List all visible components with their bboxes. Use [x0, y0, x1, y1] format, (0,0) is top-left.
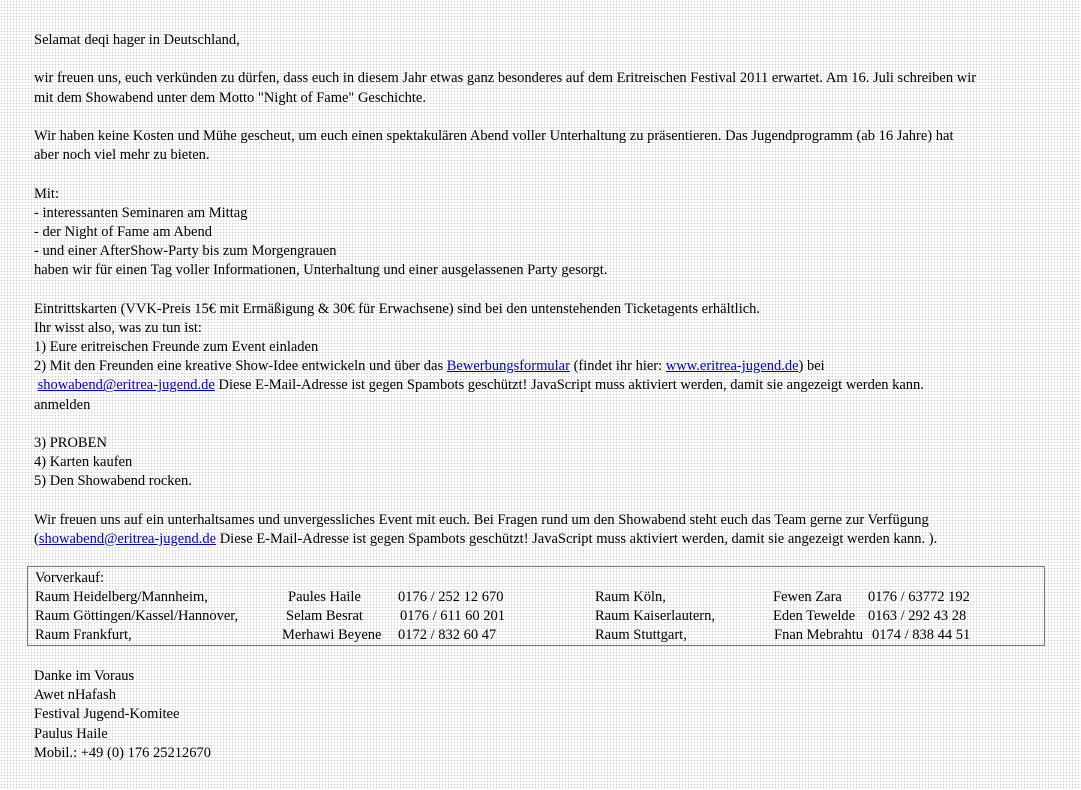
step-2-text-mid: (findet ihr hier: [569, 358, 666, 375]
intro-paragraph-line-2: mit dem Showabend unter dem Motto "Night of Fame" Geschichte. [34, 89, 426, 106]
presale-phone: 0176 / 63772 192 [868, 589, 970, 605]
spambot-notice: Diese E-Mail-Adresse ist gegen Spambots geschützt! JavaScript muss aktiviert werden, damit sie angezeigt werden kann. [214, 377, 924, 394]
program-list-heading: Mit: [34, 185, 59, 202]
signature-name: Awet nHafash [34, 687, 117, 704]
list-item: - interessanten Seminaren am Mittag [34, 204, 248, 221]
closing-paragraph-line-2 [34, 530, 1064, 549]
program-paragraph-line-2: aber noch viel mehr zu bieten. [34, 147, 210, 164]
presale-contact: Paules Haile [288, 589, 361, 605]
presale-area: Raum Stuttgart, [595, 627, 687, 643]
presale-contact: Selam Besrat [286, 608, 363, 624]
intro-paragraph-line-1: wir freuen uns, euch verkünden zu dürfen, dass euch in diesem Jahr etwas ganz besonderes auf dem Eritreischen Festival 2011 erwartet. Am 16. Juli schreiben wir [34, 70, 977, 87]
signature-organization: Festival Jugend-Komitee [34, 706, 180, 723]
presale-title: Vorverkauf: [35, 570, 104, 586]
greeting: Selamat deqi hager in Deutschland, [34, 32, 240, 48]
presale-contact: Merhawi Beyene [282, 627, 382, 643]
closing-open-paren: ( [34, 530, 39, 547]
presale-phone: 0172 / 832 60 47 [398, 627, 497, 643]
step-2-text: 2) Mit den Freunden eine kreative Show-Idee entwickeln und über das [34, 358, 447, 375]
signature-thanks: Danke im Voraus [34, 668, 135, 684]
table-row [28, 607, 1044, 626]
presale-area: Raum Frankfurt, [35, 627, 132, 643]
presale-area: Raum Heidelberg/Mannheim, [35, 589, 208, 605]
presale-contact: Fewen Zara [773, 589, 842, 605]
closing-email-link[interactable]: showabend@eritrea-jugend.de [38, 530, 217, 547]
signature-mobile: Mobil.: +49 (0) 176 25212670 [34, 744, 211, 761]
step-2-text-end: ) bei [798, 358, 825, 375]
showabend-email-link[interactable]: showabend@eritrea-jugend.de [37, 377, 215, 394]
list-item: - der Night of Fame am Abend [34, 223, 212, 240]
ticket-info: Eintrittskarten (VVK-Preis 15€ mit Ermäßigung & 30€ für Erwachsene) sind bei den untenstehenden Ticketagents erhältlich. [34, 300, 761, 317]
presale-area: Raum Göttingen/Kassel/Hannover, [35, 608, 239, 624]
table-row [28, 588, 1044, 607]
program-list-closing: haben wir für einen Tag voller Informationen, Unterhaltung und einer ausgelassenen Party gesorgt. [34, 262, 608, 279]
step-5: 5) Den Showabend rocken. [34, 473, 192, 490]
presale-phone: 0174 / 838 44 51 [872, 627, 971, 643]
application-form-link[interactable]: Bewerbungsformular [446, 358, 570, 375]
step-3: 3) PROBEN [34, 434, 107, 451]
letter-body [34, 31, 1064, 549]
list-item: - und einer AfterShow-Party bis zum Morgengrauen [34, 243, 337, 260]
presale-box [27, 566, 1045, 646]
presale-contact: Fnan Mebrahtu [774, 627, 863, 643]
website-link[interactable]: www.eritrea-jugend.de [665, 358, 799, 375]
closing-paragraph-line-1: Wir freuen uns auf ein unterhaltsames und unvergessliches Event mit euch. Bei Fragen rund um den Showabend steht euch das Team gerne zur Verfügung [34, 511, 929, 528]
step-2 [34, 357, 1064, 376]
step-2-anmelden: anmelden [34, 396, 91, 413]
closing-spambot-notice: Diese E-Mail-Adresse ist gegen Spambots geschützt! JavaScript muss aktiviert werden, damit sie angezeigt werden kann. ). [216, 530, 938, 547]
presale-phone: 0176 / 611 60 201 [400, 608, 505, 624]
presale-contact: Eden Tewelde [773, 608, 856, 624]
presale-phone: 0163 / 292 43 28 [868, 608, 967, 624]
presale-area: Raum Köln, [595, 589, 666, 605]
signature-name: Paulus Haile [34, 725, 108, 742]
table-row [28, 626, 1044, 645]
program-paragraph-line-1: Wir haben keine Kosten und Mühe gescheut, um euch einen spektakulären Abend voller Unterhaltung zu präsentieren. Das Jugendprogramm (ab 16 Jahre) hat [34, 127, 954, 144]
presale-area: Raum Kaiserlautern, [595, 608, 715, 624]
signature-block [34, 667, 211, 763]
steps-intro: Ihr wisst also, was zu tun ist: [34, 319, 202, 336]
step-1: 1) Eure eritreischen Freunde zum Event einladen [34, 339, 319, 355]
step-4: 4) Karten kaufen [34, 454, 133, 471]
step-2-email-line [34, 376, 1064, 395]
presale-phone: 0176 / 252 12 670 [398, 589, 504, 605]
